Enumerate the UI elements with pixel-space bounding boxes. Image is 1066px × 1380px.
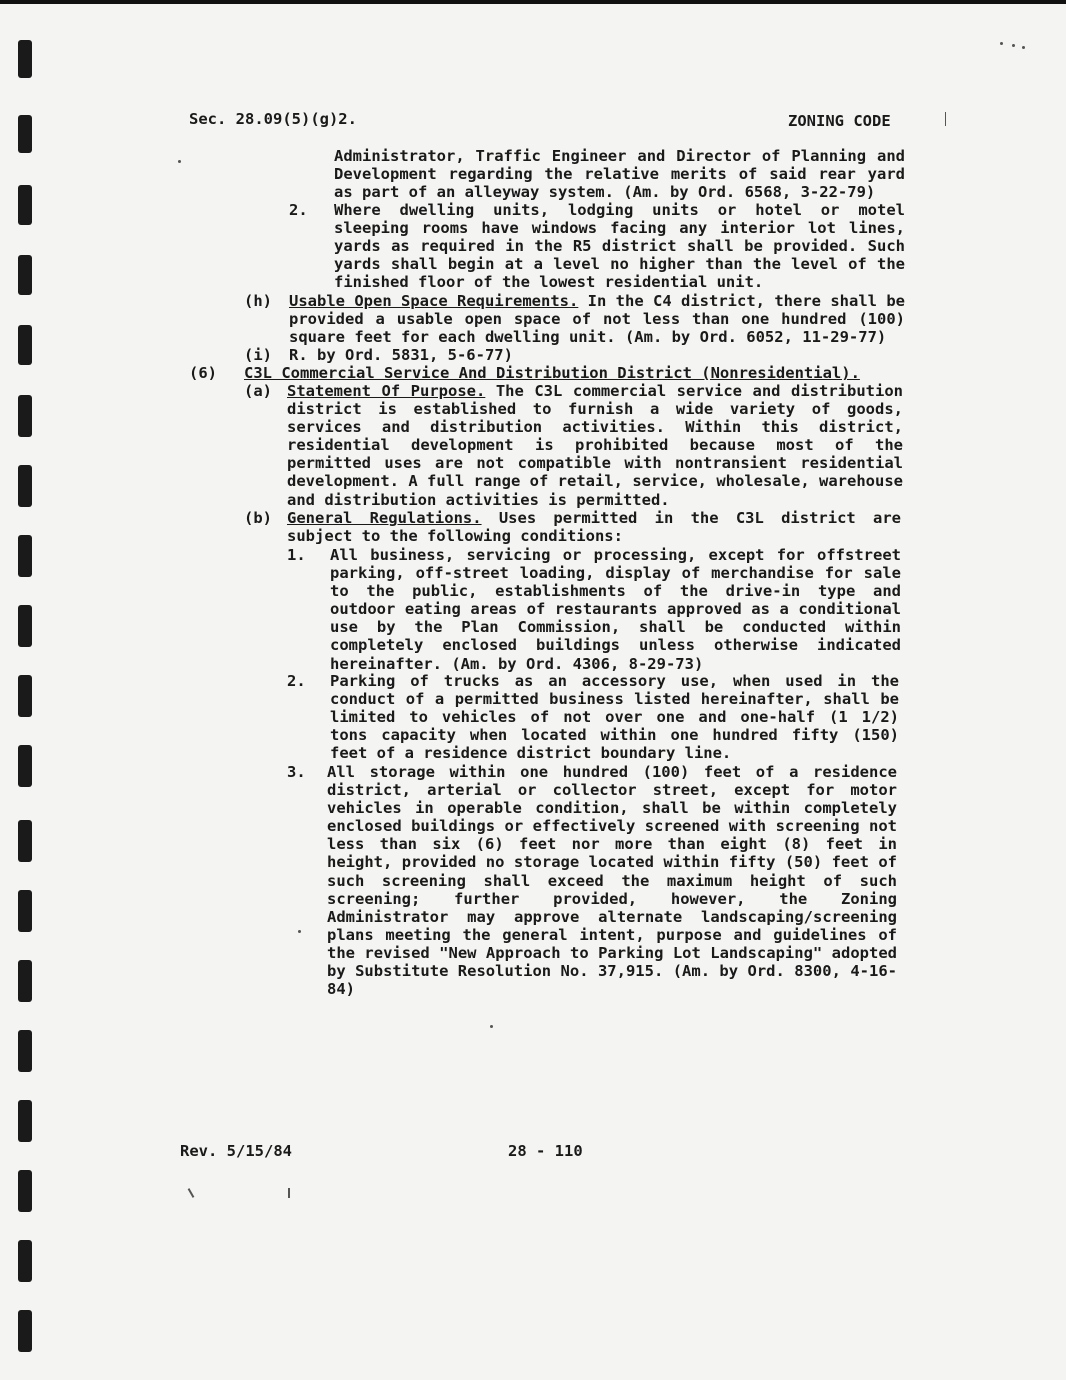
clause-title: Usable Open Space Requirements. [289, 292, 579, 310]
binder-hole [18, 890, 32, 932]
scan-speck [490, 1025, 493, 1028]
section-label: (6) [189, 364, 217, 382]
item-number: 1. [287, 546, 306, 564]
clause-label: (h) [244, 292, 272, 310]
binder-hole [18, 820, 32, 862]
binder-hole [18, 185, 32, 225]
binder-hole [18, 675, 32, 717]
code-title: ZONING CODE [788, 112, 891, 130]
scan-speck [1012, 44, 1015, 47]
scan-speck [288, 1188, 290, 1198]
scan-speck [945, 112, 946, 126]
item-number: 3. [287, 763, 306, 781]
page-number: 28 - 110 [508, 1142, 583, 1160]
binder-hole [18, 960, 32, 1002]
binder-hole [18, 1310, 32, 1352]
paragraph-text: The C3L commercial service and distribution district is established to furnish a wide variety of goods, services and distribution activities. Within this district, residential development is prohibited because most of the permitted uses are not compatible with nontransient residential development. A full range of retail, service, wholesale, warehouse and distribution activities is permitted. [287, 382, 903, 509]
paragraph-text: Administrator, Traffic Engineer and Director of Planning and Development regarding the relative merits of said rear yard as part of an alleyway system. (Am. by Ord. 6568, 3-22-79) [334, 147, 905, 202]
binder-hole [18, 1100, 32, 1142]
clause-title: Statement Of Purpose. [287, 382, 486, 400]
section-heading: C3L Commercial Service And Distribution District (Nonresidential). [244, 364, 860, 382]
scan-speck [1000, 42, 1003, 45]
scan-top-edge [0, 0, 1066, 4]
clause-title: General Regulations. [287, 509, 482, 527]
paragraph-text: All business, servicing or processing, except for offstreet parking, off-street loading, display of merchandise for sale to the public, establishments of the drive-in type and outdoor eating areas of restaurants approved as a conditional use by the Plan Commission, shall be conducted within completely enclosed buildings unless otherwise indicated hereinafter. (Am. by Ord. 4306, 8-29-73) [330, 546, 901, 673]
subsection-g2 [334, 201, 905, 291]
clause-h [289, 292, 905, 346]
scan-speck [188, 1188, 195, 1198]
subsection-g1-continuation [334, 147, 905, 201]
paragraph-text: In the C4 district, there shall be provided a usable open space of not less than one hundred (100) square feet for each dwelling unit. (Am. by Ord. 6052, 11-29-77) [289, 292, 905, 347]
binder-hole [18, 745, 32, 787]
section-reference: Sec. 28.09(5)(g)2. [189, 110, 357, 128]
clause-label: (a) [244, 382, 272, 400]
clause-label: (i) [244, 346, 272, 364]
subsection-b3 [327, 763, 897, 998]
binder-hole [18, 1170, 32, 1212]
binder-hole [18, 535, 32, 577]
binder-hole [18, 1240, 32, 1282]
paragraph-text: Where dwelling units, lodging units or hotel or motel sleeping rooms have windows facing any interior lot lines, yards as required in the R5 district shall be provided. Such yards shall begin at a level no higher than the level of the finished floor of the lowest residential unit. [334, 201, 905, 292]
clause-a [287, 382, 903, 509]
paragraph-text: Parking of trucks as an accessory use, when used in the conduct of a permitted business listed hereinafter, shall be limited to vehicles of not over one and one-half (1 1/2) tons capacity when located within one hundred fifty (150) feet of a residence district boundary line. [330, 672, 899, 763]
item-number: 2. [289, 201, 308, 219]
binder-hole [18, 605, 32, 647]
item-number: 2. [287, 672, 306, 690]
clause-label: (b) [244, 509, 272, 527]
clause-i-text: R. by Ord. 5831, 5-6-77) [289, 346, 513, 364]
binder-hole [18, 395, 32, 437]
paragraph-text: Uses permitted in the C3L district are subject to the following conditions: [287, 509, 901, 546]
scan-speck [1022, 46, 1025, 49]
scan-speck [298, 930, 301, 933]
binder-hole [18, 465, 32, 507]
paragraph-text: All storage within one hundred (100) feet of a residence district, arterial or collector street, except for motor vehicles in operable condition, shall be within completely enclosed buildings or effectively screened with screening not less than six (6) feet nor more than eight (8) feet in height, provided no storage located within fifty (50) feet of such screening shall exceed the maximum height of such screening; further provided, however, the Zoning Administrator may approve alternate landscaping/screening plans meeting the general intent, purpose and guidelines of the revised "New Approach to Parking Lot Landscaping" adopted by Substitute Resolution No. 37,915. (Am. by Ord. 8300, 4-16-84) [327, 763, 897, 999]
binder-hole [18, 255, 32, 295]
subsection-b2 [330, 672, 899, 762]
binder-hole [18, 115, 32, 153]
scan-speck [178, 160, 181, 163]
binder-hole [18, 325, 32, 365]
binder-hole [18, 40, 32, 78]
subsection-b1 [330, 546, 901, 673]
clause-b [287, 509, 901, 545]
revision-date: Rev. 5/15/84 [180, 1142, 292, 1160]
binder-hole [18, 1030, 32, 1072]
